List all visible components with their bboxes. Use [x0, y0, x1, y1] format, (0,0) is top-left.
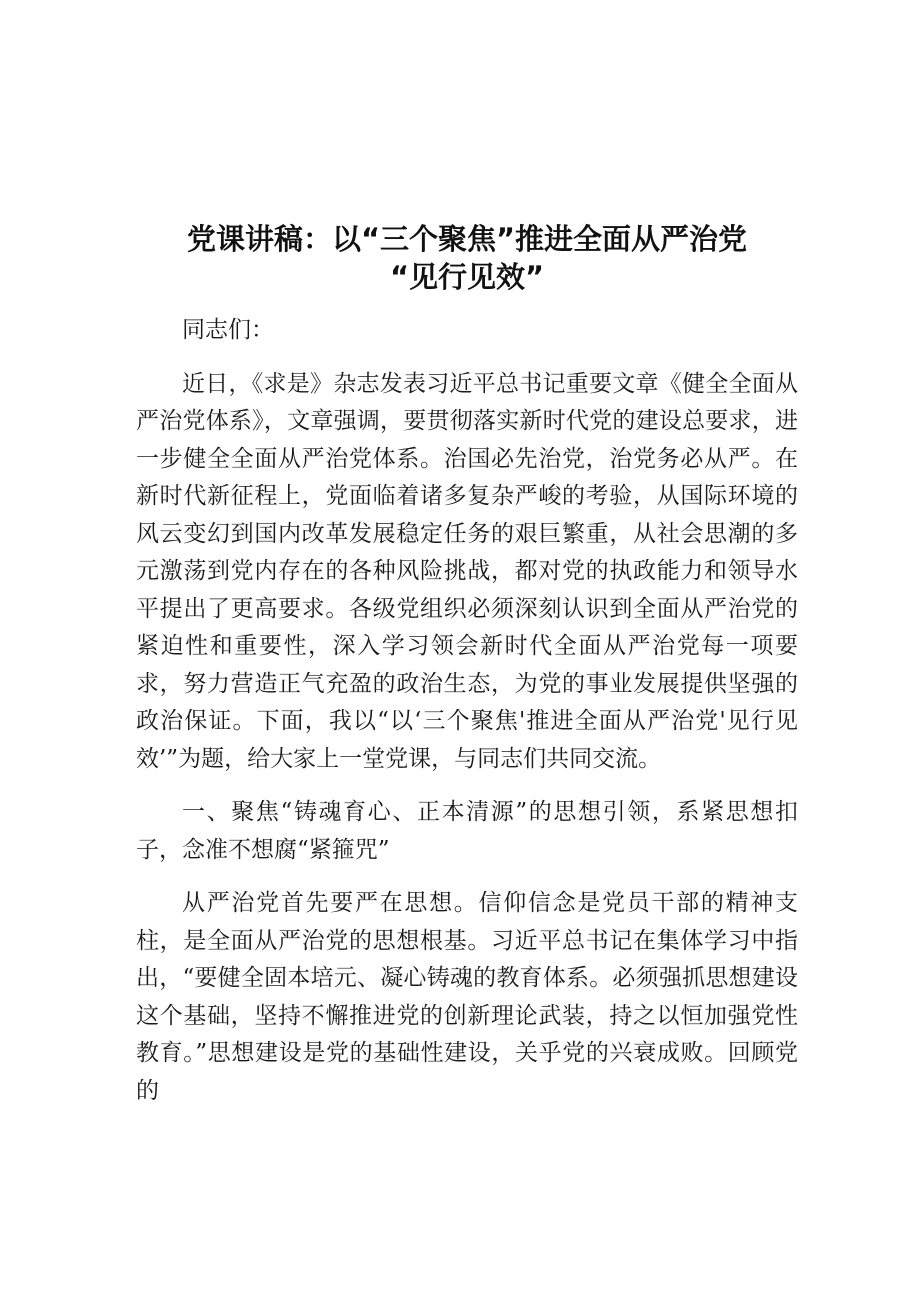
document-title	[136, 220, 798, 296]
section-heading-1: 一、聚焦“铸魂育心、正本清源”的思想引领，系紧思想扣子，念准不想腐“紧箍咒”	[136, 799, 798, 863]
salutation: 同志们：	[182, 317, 274, 343]
title-line-2: “见行见效”	[389, 260, 545, 294]
document-page	[136, 220, 798, 1126]
title-line-1: 党课讲稿：以“三个聚焦”推进全面从严治党	[186, 222, 748, 256]
paragraph-section-1: 从严治党首先要严在思想。信仰信念是党员干部的精神支柱，是全面从严治党的思想根基。习近平总书记在集体学习中指出，“要健全固本培元、凝心铸魂的教育体系。必须强抓思想建设这个基础，坚持不懈推进党的创新理论武装，持之以恒加强党性教育。”思想建设是党的基础性建设，关乎党的兴衰成败。回顾党的	[136, 890, 798, 1104]
paragraph-intro: 近日，《求是》杂志发表习近平总书记重要文章《健全全面从严治党体系》，文章强调，要贯彻落实新时代党的建设总要求，进一步健全全面从严治党体系。治国必先治党，治党务必从严。在新时代新征程上，党面临着诸多复杂严峻的考验，从国际环境的风云变幻到国内改革发展稳定任务的艰巨繁重，从社会思潮的多元激荡到党内存在的各种风险挑战，都对党的执政能力和领导水平提出了更高要求。各级党组织必须深刻认识到全面从严治党的紧迫性和重要性，深入学习领会新时代全面从严治党每一项要求，努力营造正气充盈的政治生态，为党的事业发展提供坚强的政治保证。下面，我以“以‘三个聚焦'推进全面从严治党'见行见效’”为题，给大家上一堂党课，与同志们共同交流。	[136, 370, 798, 772]
